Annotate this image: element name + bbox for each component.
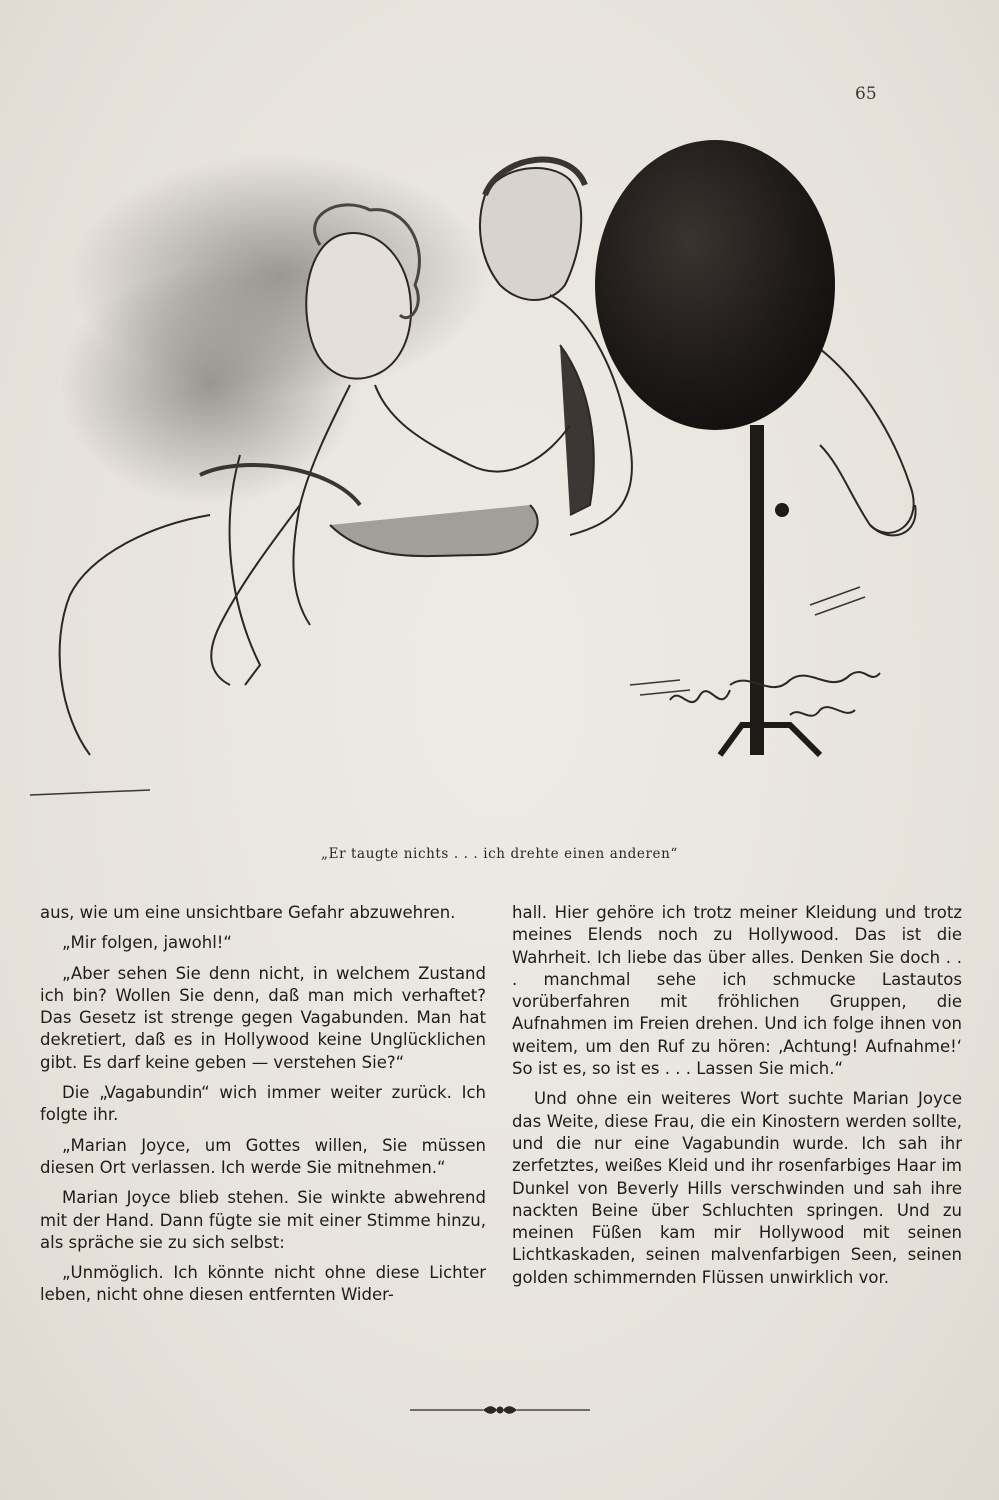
paragraph: hall. Hier gehöre ich trotz meiner Kleidung und trotz meines Elends noch zu Hollywood. Das ist die Wahrheit. Ich liebe das über alles. Denken Sie doch . . . manchmal sehe ich schmucke Lastautos vorüberfahren mit fröhlichen Gruppen, die Aufnahmen im Freien drehen. Und ich folge ihnen von weitem, um den Ruf zu hören: ‚Achtung! Aufnahme!‘ So ist es, so ist es . . . Lassen Sie mich.“	[512, 903, 962, 1079]
ground-hatching	[30, 587, 865, 795]
illustration	[30, 125, 930, 815]
paragraph: Und ohne ein weiteres Wort suchte Marian Joyce das Weite, diese Frau, die ein Kinostern werden sollte, und die nur eine Vagabundin wurde. Ich sah ihr zerfetztes, weißes Kleid und ihr rosenfarbiges Haar im Dunkel von Beverly Hills verschwinden und sah ihre nackten Beine über Schluchten springen. Und zu meinen Füßen kam mir Hollywood mit seinen Lichtkaskaden, seinen malvenfarbigen Seen, seinen golden schimmernden Flüssen unwirklich vor.	[512, 1089, 962, 1287]
artist-signature	[670, 672, 880, 716]
paragraph: „Aber sehen Sie denn nicht, in welchem Zustand ich bin? Wollen Sie denn, daß man mich verhaftet? Das Gesetz ist strenge gegen Vagabunden. Man hat dekretiert, daß es in Hollywood keine Unglücklichen gibt. Es darf keine geben — verstehen Sie?“	[40, 963, 486, 1072]
text-column-left	[40, 902, 486, 1315]
page-number: 65	[855, 84, 877, 104]
end-ornament	[405, 1400, 595, 1420]
paragraph: „Mir folgen, jawohl!“	[62, 933, 232, 953]
paragraph: „Unmöglich. Ich könnte nicht ohne diese Lichter leben, nicht ohne diesen entfernten Wider-	[40, 1263, 486, 1305]
illustration-caption: „Er taugte nichts . . . ich drehte einen anderen“	[321, 846, 678, 862]
text-column-right	[512, 902, 962, 1297]
paragraph: aus, wie um eine unsichtbare Gefahr abzuwehren.	[40, 903, 456, 922]
paragraph: „Marian Joyce, um Gottes willen, Sie müssen diesen Ort verlassen. Ich werde Sie mitnehmen.“	[40, 1135, 486, 1177]
paragraph: Marian Joyce blieb stehen. Sie winkte abwehrend mit der Hand. Dann fügte sie mit einer Stimme hinzu, als spräche sie zu sich selbst:	[40, 1188, 486, 1252]
paragraph: Die „Vagabundin“ wich immer weiter zurück. Ich folgte ihr.	[40, 1083, 486, 1125]
